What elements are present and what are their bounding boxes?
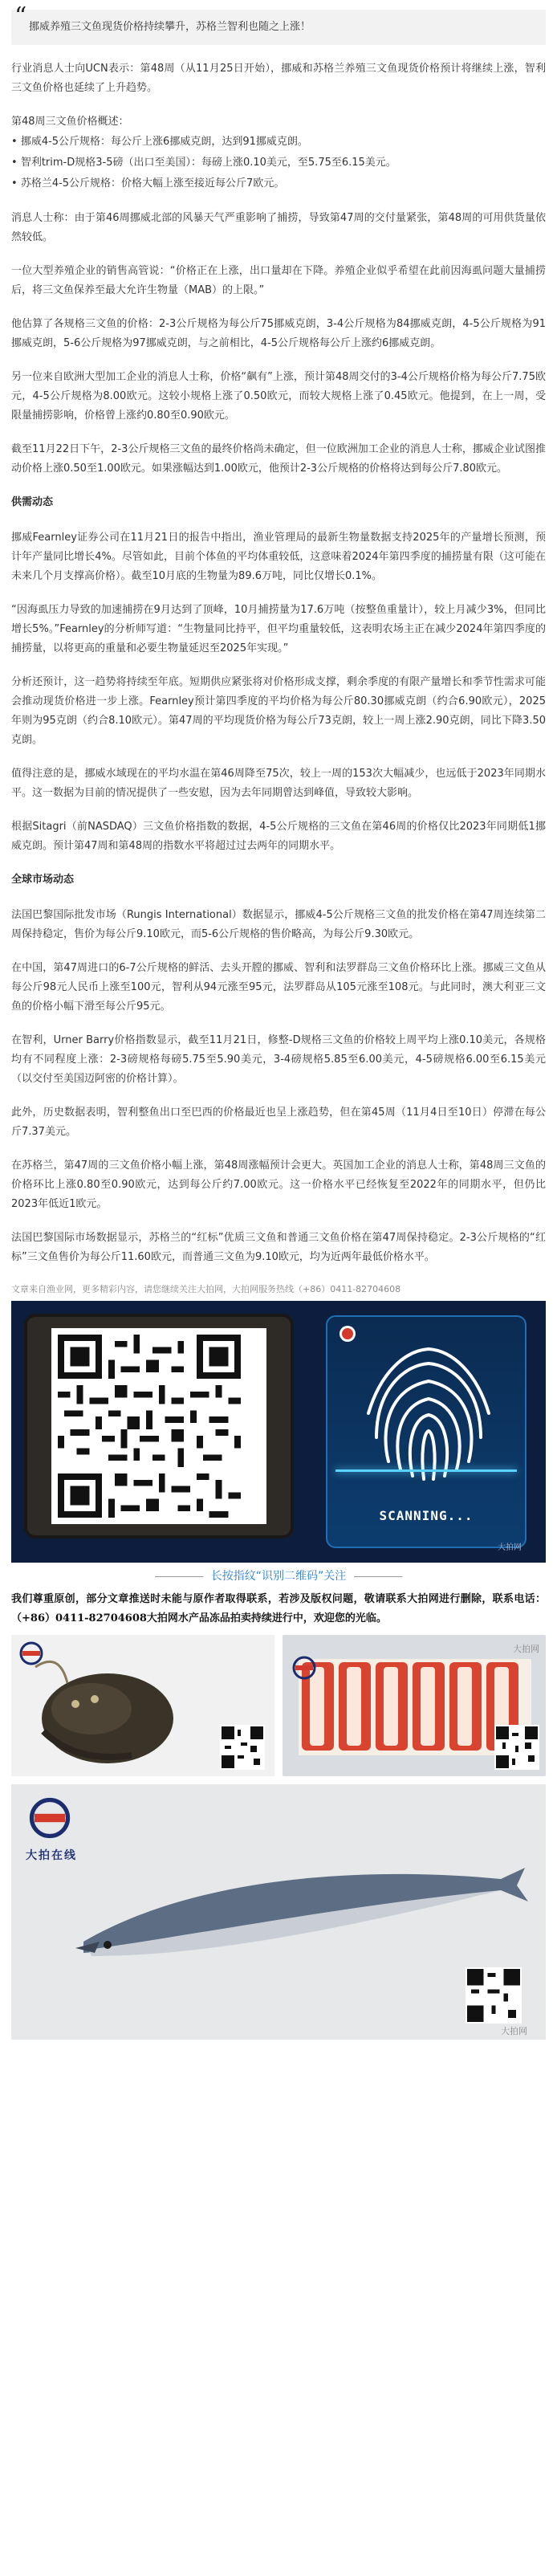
product-photo-crab-legs xyxy=(283,1635,546,1776)
logo-text: 大拍在线 xyxy=(26,1849,77,1862)
quote-mark-icon: “ xyxy=(14,2,27,31)
fingerprint-icon xyxy=(356,1341,501,1502)
photo-row xyxy=(11,1635,546,1776)
paragraph: 此外，历史数据表明，智利整鱼出口至巴西的价格最近也呈上涨趋势，但在第45周（11月4日至10日）停滞在每公斤7.37美元。 xyxy=(11,1107,546,1138)
qr-scan-banner xyxy=(11,1301,546,1563)
brand-logo xyxy=(18,1641,45,1673)
qr-code-icon[interactable] xyxy=(58,1335,241,1518)
divider xyxy=(155,1576,203,1577)
paragraph: 另一位来自欧洲大型加工企业的消息人士称，价格“飙有”上涨，预计第48周交付的3-4公斤规格价格为每公斤7.75欧元，4-5公斤规格为8.00欧元。这较小规格上涨了0.50欧元，而较大规格上涨了0.45欧元。他提到，在上一周，受限量捕捞影响，价格曾上涨约0.80至0.90欧元。 xyxy=(11,371,546,422)
phone-frame xyxy=(24,1314,294,1539)
week-summary-list xyxy=(11,132,546,194)
scanning-label: SCANNING... xyxy=(379,1508,474,1523)
qr-code-icon xyxy=(496,1726,538,1768)
paragraph: 在苏格兰，第47周的三文鱼价格小幅上涨，第48周涨幅预计会更大。英国加工企业的消息人士称，第48周三文鱼的价格环比上涨0.80至0.90欧元，达到每公斤约7.00欧元。这一价格水平已经恢复至2022年的同期水平，但仍比2023年低近1欧元。 xyxy=(11,1160,546,1210)
article-source: 文章来自渔业网，更多精彩内容，请您继续关注大拍网，大拍网服务热线（+86）0411-82704608 xyxy=(11,1284,401,1294)
paragraph: 法国巴黎国际市场数据显示，苏格兰的“红标”优质三文鱼和普通三文鱼价格在第47周保持稳定。2-3公斤规格的“红标”三文鱼售价为每公斤11.60欧元，而普通三文鱼为9.10欧元，均为近两年最低价格水平。 xyxy=(11,1232,546,1263)
paragraph: 分析还预计，这一趋势将持续至年底。短期供应紧张将对价格形成支撑，剩余季度的有限产量增长和季节性需求可能会推动现货价格进一步上涨。Fearnley预计第四季度的平均价格为每公斤80.30挪威克朗（约合6.90欧元），2025年则为95克朗（约合8.10欧元）。第47周的平均现货价格为每公斤73克朗，较上一周上涨2.90克朗，同比下降3.50克朗。 xyxy=(11,676,546,746)
paragraph: 一位大型养殖企业的销售高管说：“价格正在上涨，出口量却在下降。养殖企业似乎希望在此前因海虱问题大量捕捞后，将三文鱼保养至最大允许生物量（MAB）的上限。” xyxy=(11,265,546,296)
brand-logo xyxy=(26,1797,77,1865)
scan-line xyxy=(335,1469,517,1472)
mini-qr-code[interactable] xyxy=(220,1725,265,1770)
qr-code-area[interactable] xyxy=(51,1328,266,1524)
paragraph: 消息人士称：由于第46周挪威北部的风暴天气严重影响了捕捞，导致第47周的交付量紧张，第48周的可用供货量依然较低。 xyxy=(11,212,546,243)
week-summary-title: 第48周三文鱼价格概述： xyxy=(11,116,129,128)
banner-brand: 大拍网 xyxy=(498,1543,522,1552)
qr-code-icon xyxy=(222,1726,263,1768)
section-heading-global: 全球市场动态 xyxy=(11,874,75,886)
section-heading-supply: 供需动态 xyxy=(11,496,54,508)
product-photo-saury xyxy=(11,1784,546,2040)
qr-caption-text: 长按指纹“识别二维码”关注 xyxy=(210,1570,347,1583)
copyright-notice: 我们尊重原创，部分文章推送时未能与原作者取得联系，若涉及版权问题，敬请联系大拍网进行删除，联系电话：（+86）0411-82704608大拍网水产品冻品拍卖持续进行中，欢迎您的光临。 xyxy=(11,1593,546,1624)
mini-qr-code[interactable] xyxy=(466,1967,522,2024)
paragraph: 他估算了各规格三文鱼的价格：2-3公斤规格为每公斤75挪威克朗，3-4公斤规格为84挪威克朗，4-5公斤规格为91挪威克朗，5-6公斤规格为97挪威克朗，与之前相比，4-5公斤规格每公斤上涨约6挪威克朗。 xyxy=(11,318,546,349)
list-item: • 挪威4-5公斤规格：每公斤上涨6挪威克朗，达到91挪威克朗。 xyxy=(11,136,308,148)
paragraph: 法国巴黎国际批发市场（Rungis International）数据显示，挪威4-5公斤规格三文鱼的批发价格在第47周连续第二周保持稳定，售价为每公斤9.10欧元，而5-6公斤规格的售价略高，为每公斤9.30欧元。 xyxy=(11,909,546,940)
article-page xyxy=(0,2,557,2040)
paragraph: 值得注意的是，挪威水域现在的平均水温在第46周降至75次，较上一周的153次大幅减少，也远低于2023年同期水平。这一数据为目前的情况提供了一些安慰，因为去年同期曾达到峰值，导致较大影响。 xyxy=(11,768,546,799)
logo-icon xyxy=(18,1641,45,1665)
intro-quote xyxy=(11,2,546,45)
paragraph: 在中国，第47周进口的6-7公斤规格的鲜活、去头开膛的挪威、智利和法罗群岛三文鱼价格环比上涨。挪威三文鱼从每公斤98元人民币上涨至100元，智利从94元涨至95元，法罗群岛从105元涨至108元。与此同时，澳大利亚三文鱼的价格小幅下滑至每公斤95元。 xyxy=(11,962,546,1013)
paragraph: “因海虱压力导致的加速捕捞在9月达到了顶峰，10月捕捞量为17.6万吨（按整鱼重量计），较上月减少3%，但同比增长5%。”Fearnley的分析师写道：“生物量同比持平，但平均重量较低，这表明农场主正在减少2024年第四季度的捕捞量，以将更高的重量和必要生物量延迟至2025年实现。” xyxy=(11,604,546,654)
fingerprint-scanner[interactable] xyxy=(326,1315,527,1548)
paragraph: 根据Sitagri（前NASDAQ）三文鱼价格指数的数据，4-5公斤规格的三文鱼在第46周的价格仅比2023年同期低1挪威克朗。预计第47周和第48周的指数水平将超过过去两年的同期水平。 xyxy=(11,821,546,852)
logo-icon xyxy=(26,1797,74,1839)
lock-icon xyxy=(339,1325,356,1343)
paragraph: 截至11月22日下午，2-3公斤规格三文鱼的最终价格尚未确定，但一位欧洲加工企业的消息人士称，挪威企业试图推动价格上涨0.50至1.00欧元。如果涨幅达到1.00欧元，他预计2-3公斤规格的价格将达到每公斤7.80欧元。 xyxy=(11,443,546,475)
brand-logo xyxy=(291,1656,318,1687)
product-photo-monkfish xyxy=(11,1635,274,1776)
quote-text: 挪威养殖三文鱼现货价格持续攀升，苏格兰智利也随之上涨！ xyxy=(29,21,311,33)
divider xyxy=(354,1576,402,1577)
paragraph-intro: 行业消息人士向UCN表示：第48周（从11月25日开始），挪威和苏格兰养殖三文鱼现货价格预计将继续上涨，智利三文鱼价格也延续了上升趋势。 xyxy=(11,63,546,94)
qr-code-icon xyxy=(467,1969,520,2022)
mini-qr-code[interactable] xyxy=(494,1725,539,1770)
list-item: • 苏格兰4-5公斤规格：价格大幅上涨至接近每公斤7欧元。 xyxy=(11,177,285,190)
qr-caption xyxy=(11,1567,546,1585)
paragraph: 挪威Fearnley证券公司在11月21日的报告中指出，渔业管理局的最新生物量数据支持2025年的产量增长预测，预计年产量同比增长4%。尽管如此，目前个体鱼的平均体重较低，这意味着2024年第四季度的捕捞量有限（这可能在未来几个月支撑高价格）。截至10月底的生物量为89.6万吨，同比仅增长0.1%。 xyxy=(11,532,546,582)
paragraph: 在智利，Urner Barry价格指数显示，截至11月21日，修整-D规格三文鱼的价格较上周平均上涨0.10美元，各规格均有不同程度上涨：2-3磅规格每磅5.75至5.90美元，3-4磅规格5.85至6.00美元，4-5磅规格6.00至6.15美元（以交付至美国迈阿密的价格计算）。 xyxy=(11,1034,546,1085)
list-item: • 智利trim-D规格3-5磅（出口至美国）：每磅上涨0.10美元，至5.75至6.15美元。 xyxy=(11,157,396,169)
watermark: 大拍网 xyxy=(513,1644,539,1654)
logo-icon xyxy=(291,1656,318,1680)
watermark: 大拍网 xyxy=(501,2026,527,2036)
